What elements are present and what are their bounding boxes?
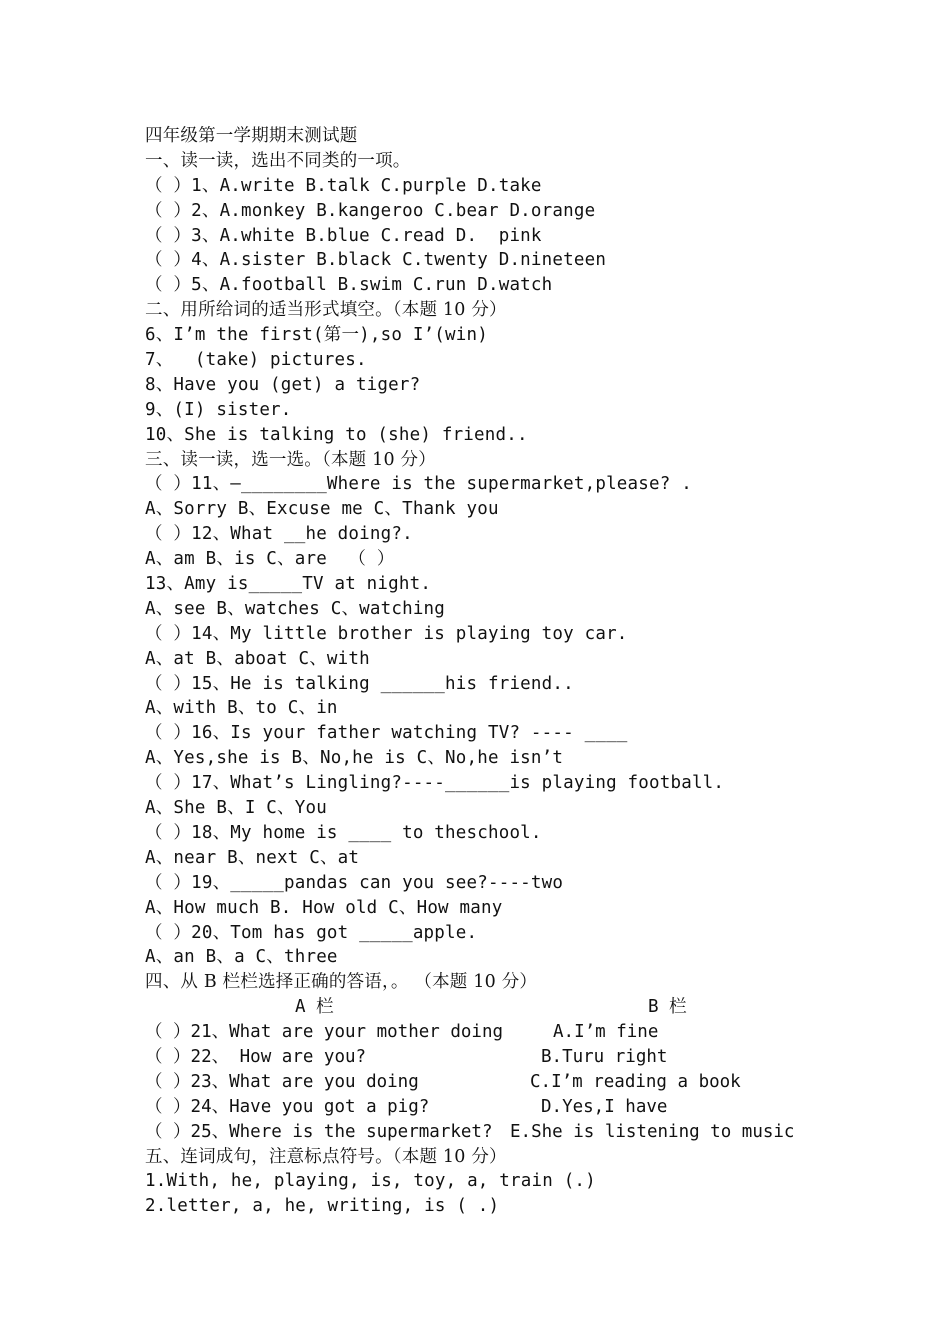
matching-answer-d: D.Yes,I have [541,1096,668,1117]
question-20: （ ）20、Tom has got _____apple. [145,922,478,943]
options-15: A、with B、to C、in [145,698,338,719]
options-13: A、see B、watches C、watching [145,598,446,619]
exam-page [145,124,845,1219]
matching-row [145,1095,845,1120]
question-4: （ ）4、A.sister B.black C.twenty D.nineteen [145,250,607,271]
section5-heading: 五、连词成句，注意标点符号。（本题 10 分） [145,1146,507,1167]
matching-row [145,1045,845,1070]
options-11: A、Sorry B、Excuse me C、Thank you [145,499,499,520]
options-19: A、How much B. How old C、How many [145,897,503,918]
matching-question-21: （ ）21、What are your mother doing [145,1022,504,1043]
question-9: 9、(I) sister. [145,399,292,420]
question-6: 6、I’m the first(第一),so I’(win) [145,325,488,346]
options-20: A、an B、a C、three [145,947,338,968]
column-a-header: A 栏 [295,997,334,1018]
matching-question-23: （ ）23、What are you doing [145,1071,419,1092]
matching-column-headers [145,995,845,1020]
matching-question-22: （ ）22、 How are you? [145,1046,367,1067]
question-8: 8、Have you (get) a tiger? [145,374,421,395]
question-2: （ ）2、A.monkey B.kangeroo C.bear D.orange [145,200,596,221]
options-14: A、at B、aboat C、with [145,648,370,669]
question-5: （ ）5、A.football B.swim C.run D.watch [145,275,553,296]
options-12: A、am B、is C、are （ ） [145,549,395,570]
matching-answer-c: C.I’m reading a book [530,1071,741,1092]
question-3: （ ）3、A.white B.blue C.read D. pink [145,225,542,246]
column-b-header: B 栏 [648,997,687,1018]
section1-heading: 一、读一读，选出不同类的一项。 [145,150,411,171]
section3-heading: 三、读一读，选一选。（本题 10 分） [145,449,436,470]
question-19: （ ）19、_____pandas can you see?----two [145,872,564,893]
section2-heading: 二、用所给词的适当形式填空。（本题 10 分） [145,300,507,321]
sentence-1: 1.With, he, playing, is, toy, a, train (.) [145,1171,596,1192]
options-17: A、She B、I C、You [145,798,327,819]
question-1: （ ）1、A.write B.talk C.purple D.take [145,175,542,196]
matching-row [145,1020,845,1045]
question-13: 13、Amy is_____TV at night. [145,574,432,595]
matching-answer-e: E.She is listening to music [510,1121,795,1142]
matching-answer-b: B.Turu right [541,1046,668,1067]
page-title: 四年级第一学期期末测试题 [145,126,358,146]
matching-answer-a: A.I’m fine [553,1022,659,1043]
options-18: A、near B、next C、at [145,847,360,868]
matching-question-25: （ ）25、Where is the supermarket? [145,1121,493,1142]
matching-row [145,1120,845,1145]
question-11: （ ）11、—________Where is the supermarket,please? . [145,474,692,495]
question-17: （ ）17、What’s Lingling?----______is playing football. [145,773,725,794]
matching-question-24: （ ）24、Have you got a pig? [145,1096,430,1117]
options-16: A、Yes,she is B、No,he is C、No,he isn’t [145,748,564,769]
sentence-2: 2.letter, a, he, writing, is ( .) [145,1196,500,1217]
question-12: （ ）12、What __he doing?. [145,524,413,545]
question-14: （ ）14、My little brother is playing toy car. [145,623,628,644]
question-15: （ ）15、He is talking ______his friend.. [145,673,574,694]
matching-row [145,1070,845,1095]
section4-heading: 四、从 B 栏栏选择正确的答语，。 （本题 10 分） [145,972,538,993]
question-18: （ ）18、My home is ____ to theschool. [145,822,542,843]
question-16: （ ）16、Is your father watching TV? ---- ____ [145,723,628,744]
question-7: 7、 (take) pictures. [145,350,367,371]
question-10: 10、She is talking to (she) friend.. [145,424,528,445]
